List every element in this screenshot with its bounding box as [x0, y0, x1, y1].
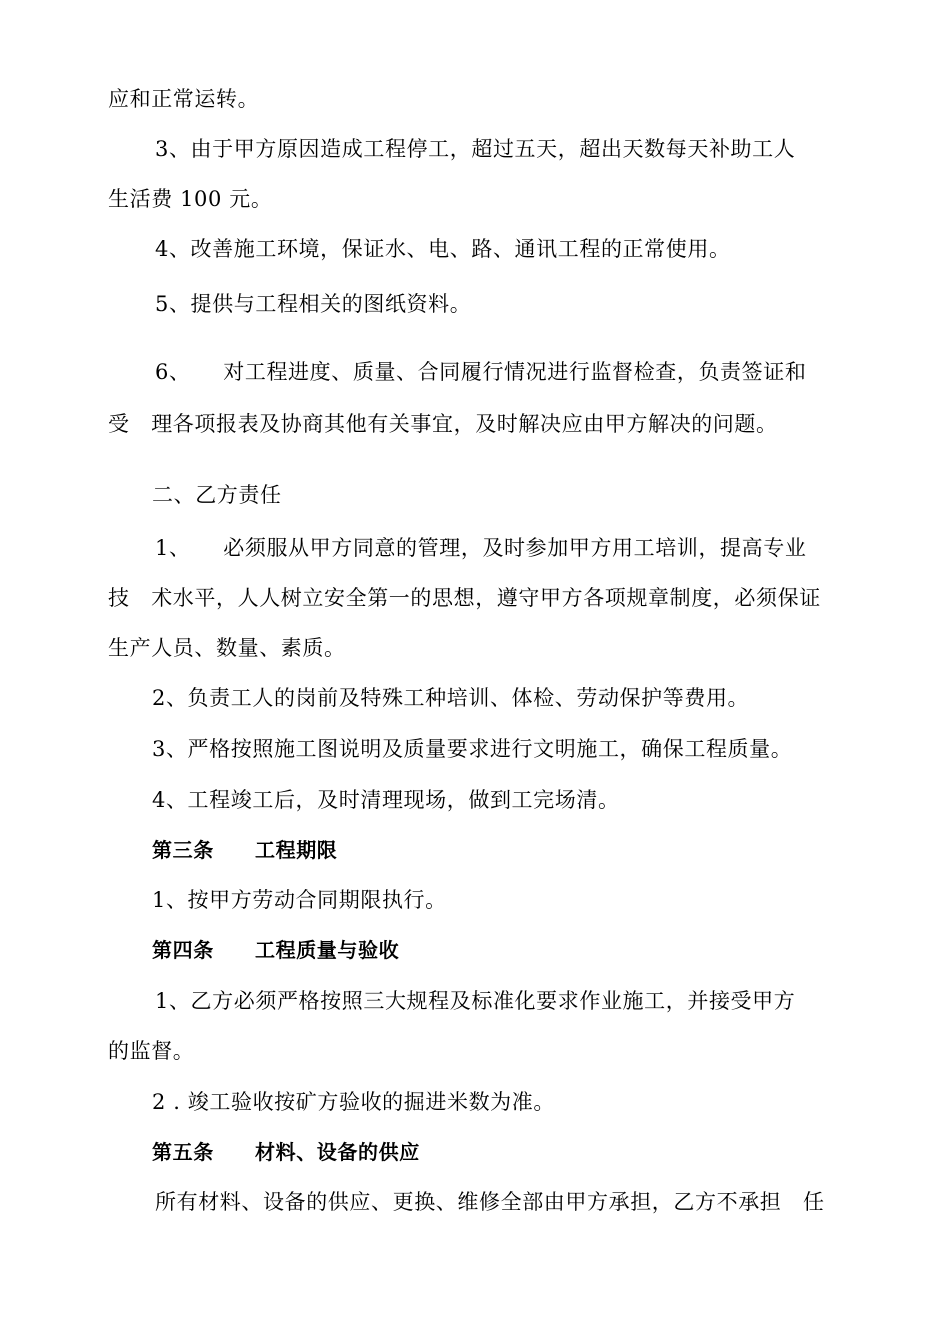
paragraph-line: 1、乙方必须严格按照三大规程及标准化要求作业施工，并接受甲方 [155, 989, 796, 1013]
paragraph-line: 生产人员、数量、素质。 [108, 636, 346, 660]
paragraph-line: 2 . 竣工验收按矿方验收的掘进米数为准。 [152, 1090, 555, 1114]
paragraph-line: 1、按甲方劳动合同期限执行。 [152, 888, 447, 912]
paragraph-line: 受 理各项报表及协商其他有关事宜，及时解决应由甲方解决的问题。 [108, 412, 778, 436]
paragraph-line: 技 术水平，人人树立安全第一的思想，遵守甲方各项规章制度，必须保证 [108, 586, 821, 610]
paragraph-line: 1、 必须服从甲方同意的管理，及时参加甲方用工培训，提高专业 [155, 536, 807, 560]
paragraph-line: 3、严格按照施工图说明及质量要求进行文明施工，确保工程质量。 [152, 737, 793, 761]
paragraph-line: 5、提供与工程相关的图纸资料。 [155, 292, 472, 316]
section-heading: 二、乙方责任 [152, 483, 282, 507]
article-heading: 第四条 工程质量与验收 [152, 938, 400, 962]
paragraph-line: 所有材料、设备的供应、更换、维修全部由甲方承担，乙方不承担 任 [155, 1190, 825, 1214]
paragraph-line: 6、 对工程进度、质量、合同履行情况进行监督检查，负责签证和 [155, 360, 807, 384]
paragraph-line: 4、改善施工环境，保证水、电、路、通讯工程的正常使用。 [155, 237, 731, 261]
paragraph-line: 2、负责工人的岗前及特殊工种培训、体检、劳动保护等费用。 [152, 686, 750, 710]
paragraph-line: 4、工程竣工后，及时清理现场，做到工完场清。 [152, 788, 620, 812]
paragraph-line: 生活费 100 元。 [108, 187, 273, 211]
paragraph-line: 应和正常运转。 [108, 87, 260, 111]
article-heading: 第五条 材料、设备的供应 [152, 1140, 420, 1164]
paragraph-line: 3、由于甲方原因造成工程停工，超过五天，超出天数每天补助工人 [155, 137, 796, 161]
article-heading: 第三条 工程期限 [152, 838, 338, 862]
paragraph-line: 的监督。 [108, 1039, 195, 1063]
